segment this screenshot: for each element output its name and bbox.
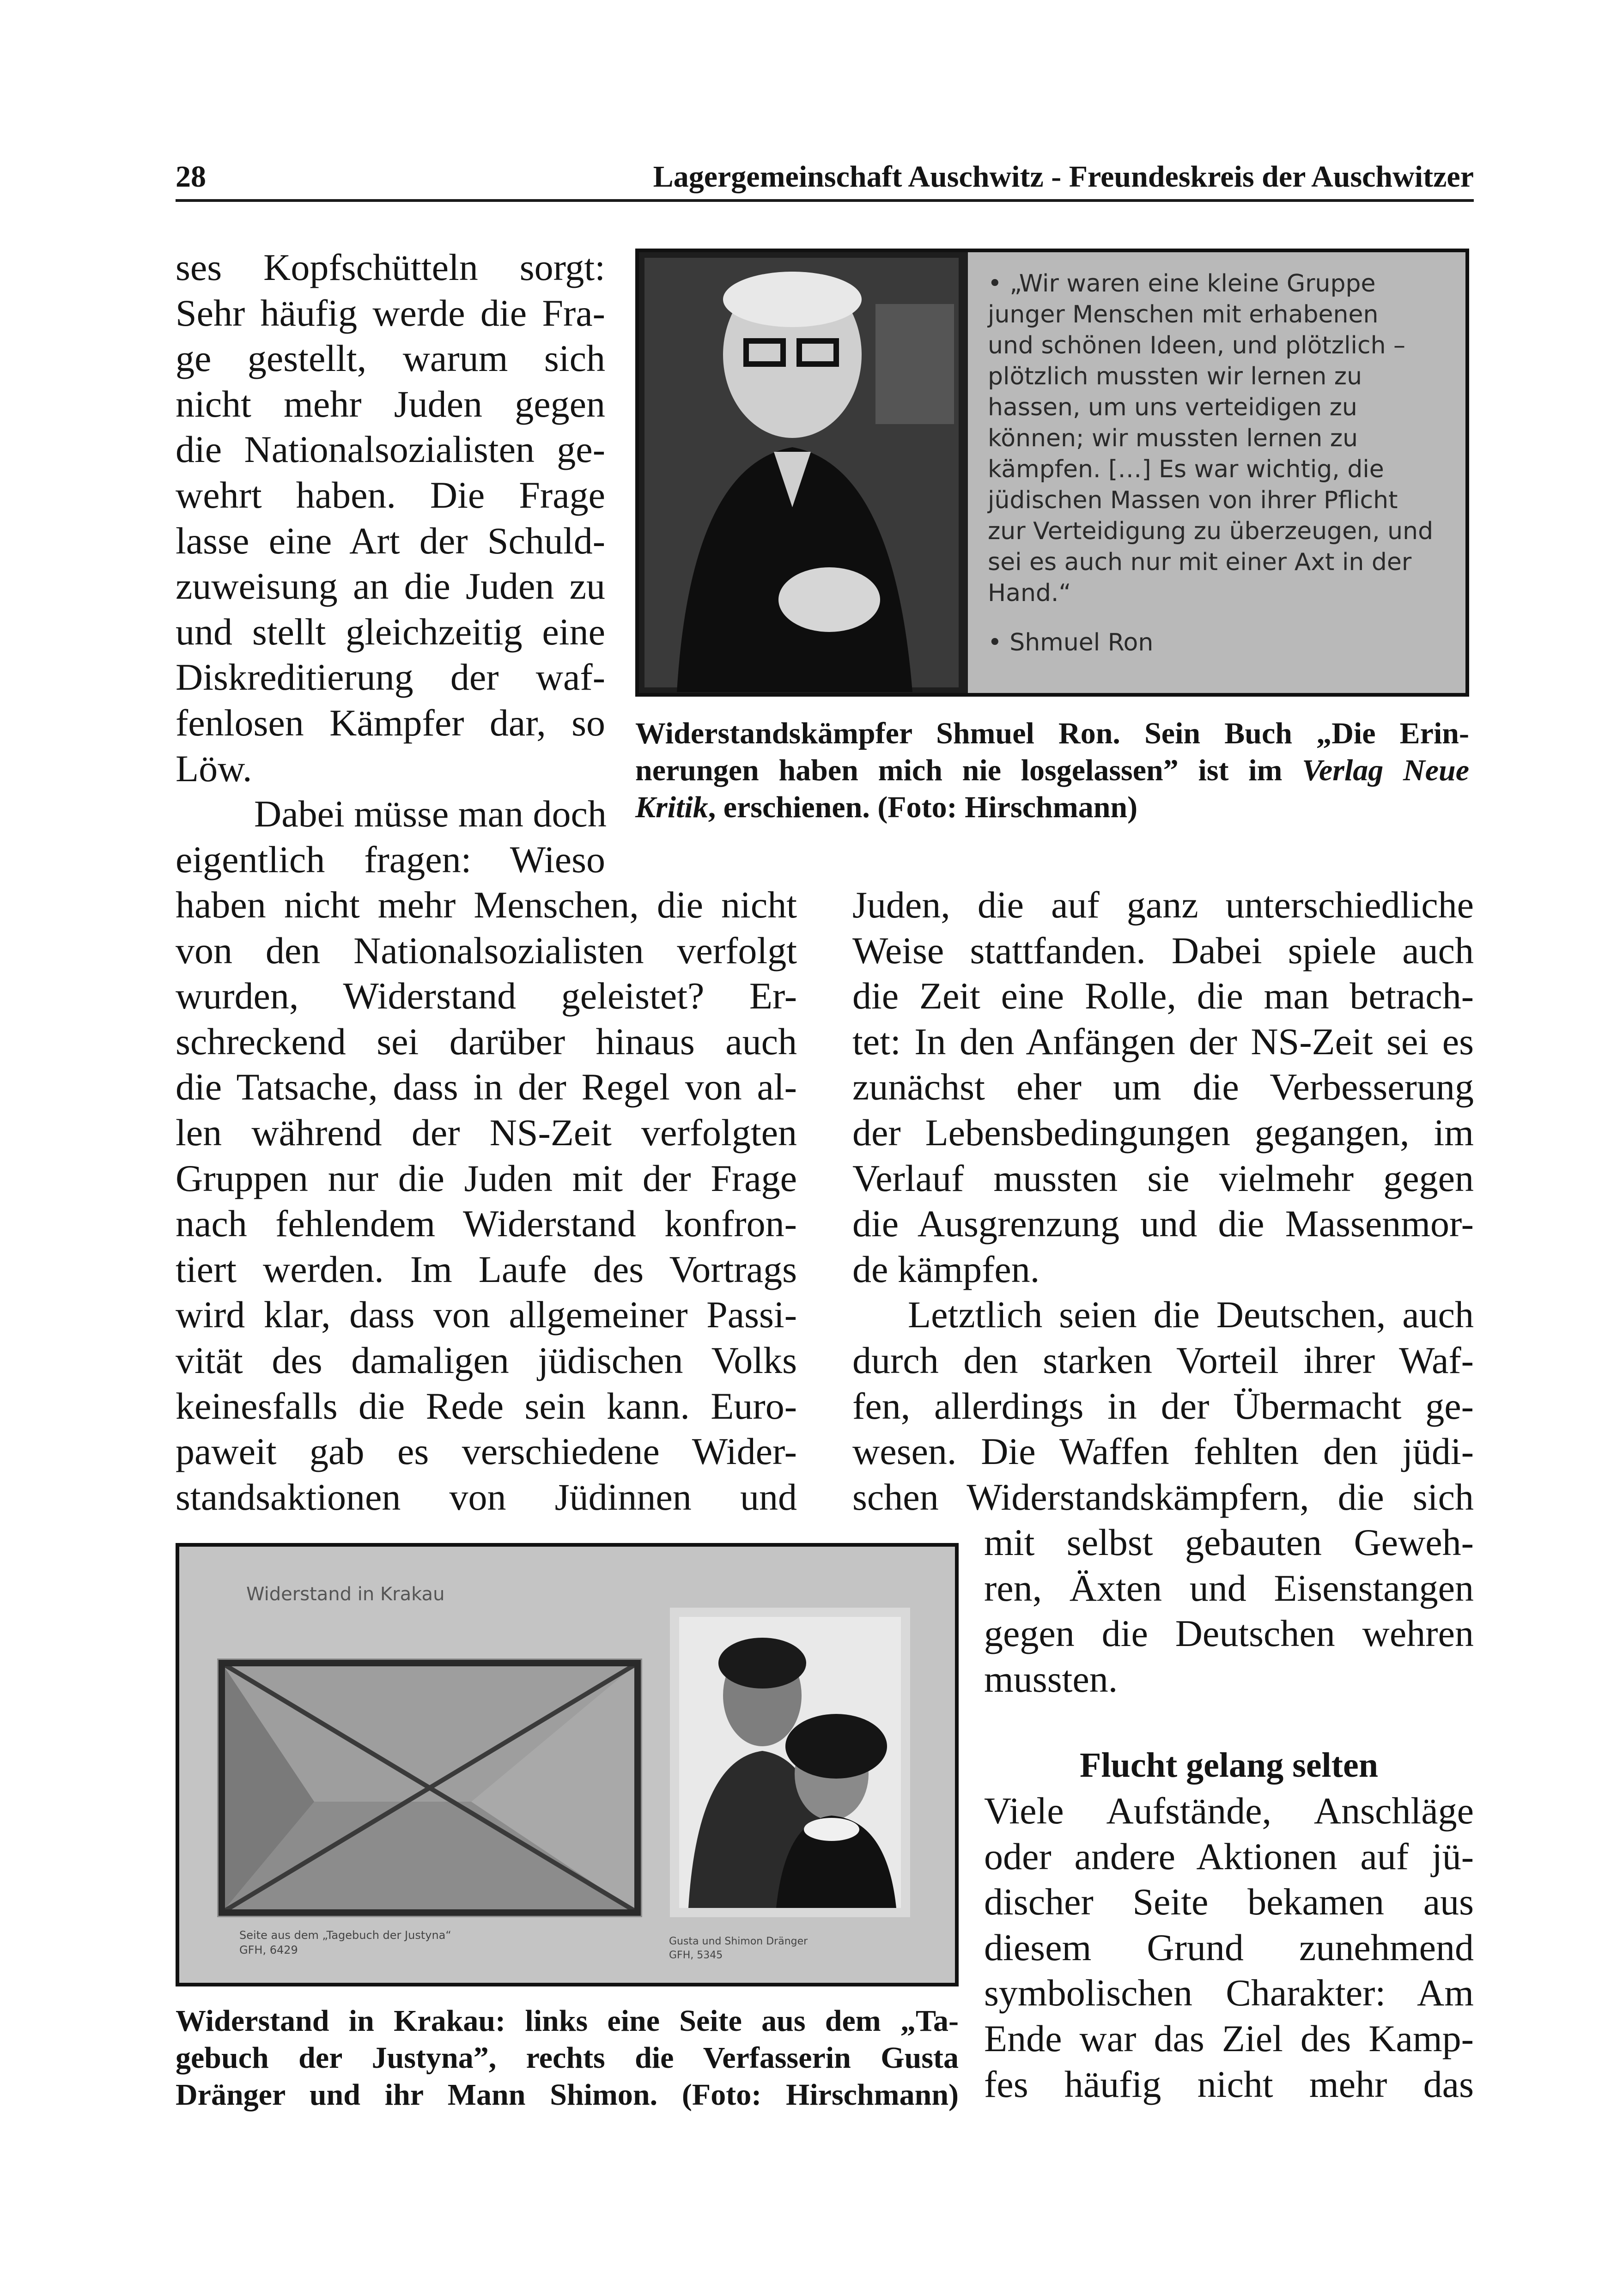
slide-attribution: • Shmuel Ron — [988, 629, 1154, 656]
text-line: die Nationalsozialisten ge- — [176, 428, 605, 471]
slide-quote-line: junger Menschen mit erhabenen — [988, 301, 1379, 328]
text-line: tiert werden. Im Laufe des Vortrags — [176, 1248, 797, 1290]
text-line: diesem Grund zunehmend — [984, 1926, 1474, 1968]
text-line: ge gestellt, warum sich — [176, 337, 605, 380]
text-line: nach fehlendem Widerstand konfron- — [176, 1203, 797, 1245]
running-title: Lagergemeinschaft Auschwitz - Freundeskreis der Auschwitzer — [653, 160, 1474, 194]
text-line: durch den starken Vorteil ihrer Waf- — [852, 1339, 1474, 1381]
left-column-text — [176, 882, 797, 1520]
text-line: len während der NS-Zeit verfolgten — [176, 1111, 797, 1154]
text-line: Juden, die auf ganz unterschiedliche — [852, 884, 1474, 926]
caption-line: Widerstandskämpfer Shmuel Ron. Sein Buch „Die Erin- — [635, 717, 1469, 750]
caption-text: nerungen haben mich nie losgelassen” ist im — [635, 753, 1302, 787]
slide-label-portrait — [669, 1935, 808, 1962]
text-line: Sehr häufig werde die Fra- — [176, 292, 605, 334]
slide-label-diary — [239, 1928, 451, 1957]
text-line: schreckend sei darüber hinaus auch — [176, 1020, 797, 1063]
text-line: ren, Äxten und Eisenstangen — [984, 1567, 1474, 1609]
caption-publisher: Kritik — [635, 790, 708, 824]
text-line: Diskreditierung der waf- — [176, 656, 605, 699]
spacer — [984, 1702, 1474, 1743]
photo-caption-top — [635, 715, 1469, 826]
text-line: vität des damaligen jüdischen Volks — [176, 1339, 797, 1381]
text-line: mussten. — [984, 1658, 1118, 1700]
text-line: keinesfalls die Rede sein kann. Euro- — [176, 1385, 797, 1427]
text-line: gegen die Deutschen wehren — [984, 1612, 1474, 1655]
right-narrow-column-text — [984, 1520, 1474, 2107]
text-line: fenlosen Kämpfer dar, so — [176, 701, 605, 744]
slide-label-line: Gusta und Shimon Dränger — [669, 1936, 808, 1947]
text-line: oder andere Aktionen auf jü- — [984, 1835, 1474, 1877]
slide-quote-line: jüdischen Massen von ihrer Pflicht — [988, 486, 1398, 514]
slide-quote-line: kämpfen. […] Es war wichtig, die — [988, 456, 1384, 483]
slide-title: Widerstand in Krakau — [246, 1584, 445, 1605]
slide-quote-line: Hand.“ — [988, 579, 1071, 607]
text-line: ses Kopfschütteln sorgt: — [176, 246, 605, 288]
diary-and-portrait-illustration — [176, 1543, 959, 1986]
text-line: wird klar, dass von allgemeiner Passi- — [176, 1294, 797, 1336]
slide-label-line: Seite aus dem „Tagebuch der Justyna“ — [239, 1929, 451, 1942]
text-line: Letztlich seien die Deutschen, auch — [908, 1294, 1474, 1336]
slide-quote-line: plötzlich mussten wir lernen zu — [988, 363, 1362, 390]
caption-line: Dränger und ihr Mann Shimon. (Foto: Hirschmann) — [176, 2078, 959, 2112]
caption-line — [635, 752, 1469, 789]
text-line: Viele Aufstände, Anschläge — [984, 1789, 1474, 1832]
text-line: Verlauf mussten sie vielmehr gegen — [852, 1157, 1474, 1199]
text-line: tet: In den Anfängen der NS-Zeit sei es — [852, 1020, 1474, 1063]
text-line: zuweisung an die Juden zu — [176, 565, 605, 607]
text-line: die Tatsache, dass in der Regel von al- — [176, 1066, 797, 1108]
slide-quote — [988, 268, 1464, 658]
left-column-top-text — [176, 245, 605, 882]
caption-line — [635, 789, 1469, 826]
text-line: Ende war das Ziel des Kamp- — [984, 2017, 1474, 2059]
caption-line: Widerstand in Krakau: links eine Seite aus dem „Ta- — [176, 2004, 959, 2038]
slide-quote-line: zur Verteidigung zu überzeugen, und — [988, 517, 1434, 545]
slide-quote-line: und schönen Ideen, und plötzlich – — [988, 332, 1406, 359]
text-line: lasse eine Art der Schuld- — [176, 519, 605, 562]
caption-text: , erschienen. (Foto: Hirschmann) — [708, 790, 1138, 824]
slide-label-line: GFH, 5345 — [669, 1950, 723, 1961]
slide-label-line: GFH, 6429 — [239, 1944, 298, 1956]
text-line: eigentlich fragen: Wieso — [176, 838, 605, 881]
photo-widerstand-krakau — [176, 1543, 959, 1986]
text-line: schen Widerstandskämpfern, die sich — [852, 1476, 1474, 1518]
text-line: wurden, Widerstand geleistet? Er- — [176, 975, 797, 1017]
slide-quote-line: können; wir mussten lernen zu — [988, 425, 1358, 452]
page-header — [176, 159, 1474, 202]
page-number: 28 — [176, 160, 206, 194]
text-line: paweit gab es verschiedene Wider- — [176, 1430, 797, 1473]
text-line: symbolischen Charakter: Am — [984, 1972, 1474, 2014]
text-line: wesen. Die Waffen fehlten den jüdi- — [852, 1430, 1474, 1473]
text-line: de kämpfen. — [852, 1248, 1040, 1290]
text-line: Löw. — [176, 747, 252, 790]
text-line: die Zeit eine Rolle, die man betrach- — [852, 975, 1474, 1017]
caption-publisher: Verlag Neue — [1302, 753, 1469, 787]
text-line: der Lebensbedingungen gegangen, im — [852, 1111, 1474, 1154]
text-line: Gruppen nur die Juden mit der Frage — [176, 1157, 797, 1199]
text-line: wehrt haben. Die Frage — [176, 474, 605, 516]
text-line: haben nicht mehr Menschen, die nicht — [176, 884, 797, 926]
text-line: mit selbst gebauten Geweh- — [984, 1521, 1474, 1563]
right-column-text — [852, 882, 1474, 1520]
text-line: zunächst eher um die Verbesserung — [852, 1066, 1474, 1108]
section-subheading: Flucht gelang selten — [1080, 1746, 1378, 1785]
text-line: fen, allerdings in der Übermacht ge- — [852, 1385, 1474, 1427]
slide-quote-line: hassen, um uns verteidigen zu — [988, 394, 1357, 421]
text-line: und stellt gleichzeitig eine — [176, 610, 605, 653]
text-line: Dabei müsse man doch — [254, 793, 607, 835]
text-line: die Ausgrenzung und die Massenmor- — [852, 1203, 1474, 1245]
text-line: fes häufig nicht mehr das — [984, 2063, 1474, 2105]
text-line: standsaktionen von Jüdinnen und — [176, 1476, 797, 1518]
caption-line: gebuch der Justyna”, rechts die Verfasserin Gusta — [176, 2041, 959, 2075]
photo-shmuel-ron — [635, 249, 1469, 697]
slide-quote-line: • „Wir waren eine kleine Gruppe — [988, 270, 1376, 298]
text-line: nicht mehr Juden gegen — [176, 383, 605, 425]
text-line: discher Seite bekamen aus — [984, 1881, 1474, 1923]
text-line: Weise stattfanden. Dabei spiele auch — [852, 929, 1474, 972]
text-line: von den Nationalsozialisten verfolgt — [176, 929, 797, 972]
slide-quote-line: sei es auch nur mit einer Axt in der — [988, 548, 1412, 576]
photo-caption-bottom — [176, 2003, 959, 2114]
